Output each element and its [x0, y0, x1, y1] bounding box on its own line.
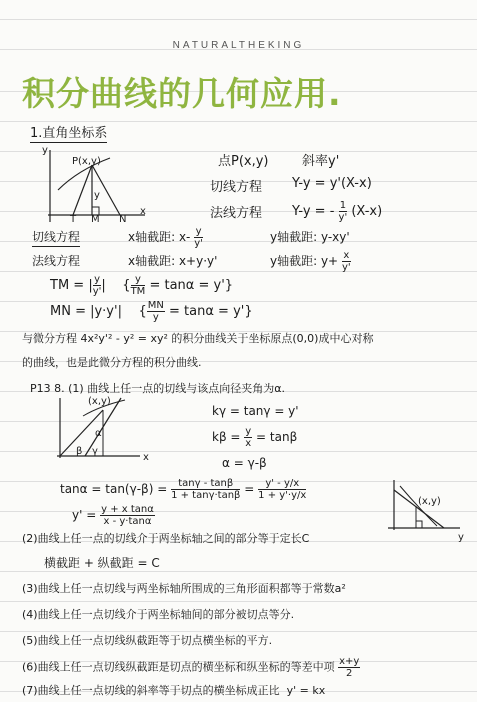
example-heading: P13 8. (1) 曲线上任一点的切线与该点向径夹角为α. — [30, 382, 285, 395]
graph-point-label: (x,y) — [88, 396, 111, 407]
item-6-den: 2 — [346, 668, 353, 679]
tm-brace-num: y — [131, 274, 146, 286]
normal-eq-num: 1 — [339, 200, 347, 211]
y-prime-den: x - y·tanα — [103, 516, 152, 527]
normal-eq-part-b: (X-x) — [351, 204, 383, 219]
normal-y-num: x — [343, 250, 350, 261]
tangent-intercepts-label: 切线方程 — [32, 228, 80, 247]
graph-x-label: x — [143, 452, 149, 463]
k-beta-tail: = tanβ — [252, 430, 298, 444]
tangent-x-num: y — [195, 226, 202, 237]
graph-alpha-label: α — [95, 428, 102, 439]
graph-gamma-label: γ — [92, 446, 98, 457]
tan-num1: tanγ - tanβ — [171, 478, 240, 490]
tm-line — [50, 274, 233, 297]
tm-brace-den: TM — [130, 286, 146, 297]
item-6 — [22, 656, 360, 679]
item-2: (2)曲线上任一点的切线介于两坐标轴之间的部分等于定长C — [22, 532, 310, 545]
brand-header: NATURALTHEKING — [172, 40, 305, 51]
tm-eq: TM = | — [50, 278, 93, 293]
point-text: 点P(x,y) — [218, 154, 269, 169]
item-5: (5)曲线上任一点切线纵截距等于切点横坐标的平方. — [22, 634, 273, 647]
slope-text: 斜率y' — [302, 154, 340, 169]
tan-alpha-text: tanα = tan(γ-β) = — [60, 482, 168, 496]
k-gamma: kγ = tanγ = y' — [212, 404, 299, 418]
tan-den1: 1 + tanγ·tanβ — [171, 490, 241, 501]
mn-brace-a: { — [138, 304, 147, 319]
tm-brace-b: = tanα = y'} — [149, 278, 234, 293]
item-7-eq: y' = kx — [286, 684, 326, 697]
y-prime-num: y + x tanα — [101, 504, 154, 515]
tm-den: y' — [92, 286, 102, 297]
normal-eq-part-a: Y-y = - — [292, 204, 335, 219]
mn-eq: MN = |y·y'| — [50, 304, 122, 319]
mn-brace-b: = tanα = y'} — [169, 304, 253, 319]
section-heading: 1.直角坐标系 — [30, 122, 107, 143]
point-label-T: T — [70, 214, 77, 225]
graph-beta-label: β — [76, 446, 83, 457]
diff-eq-line1: 与微分方程 4x²y'² - y² = xy² 的积分曲线关于坐标原点(0,0)成中心对称 — [22, 332, 374, 345]
k-beta-den: x — [245, 438, 252, 449]
tangent-eq: Y-y = y'(X-x) — [292, 176, 372, 191]
tangent-eq-label: 切线方程 — [210, 180, 263, 195]
tan-num2: y' - y/x — [258, 478, 306, 490]
tm-brace-a: { — [122, 278, 131, 293]
axis-label-y: y — [42, 145, 48, 156]
tangent-x-intercept — [128, 226, 203, 249]
normal-eq-den: y' — [338, 212, 348, 223]
item-7 — [22, 682, 325, 698]
tangent-x-den: y' — [194, 238, 203, 249]
normal-eq — [292, 200, 382, 223]
item-3: (3)曲线上任一点切线与两坐标轴所围成的三角形面积都等于常数a² — [22, 582, 346, 595]
tm-num: y — [94, 274, 100, 285]
normal-y-text: y轴截距: y+ — [270, 254, 339, 268]
tan-alpha-line — [60, 478, 306, 501]
k-beta — [212, 426, 297, 449]
tm-tail: | — [101, 278, 106, 293]
tan-den2: 1 + y'·y/x — [258, 490, 307, 501]
segment-label-y: y — [94, 190, 100, 201]
diff-eq-line2: 的曲线，也是此微分方程的积分曲线. — [22, 356, 202, 369]
item-7-text: (7)曲线上任一点切线的斜率等于切点的横坐标成正比 — [22, 684, 280, 697]
intercept-diagram — [382, 478, 462, 538]
normal-intercepts-label: 法线方程 — [32, 254, 81, 268]
point-label-N: N — [119, 214, 127, 225]
graph2-y-label: y — [458, 532, 464, 543]
normal-eq-fraction — [339, 200, 348, 223]
y-prime-line — [72, 504, 155, 527]
item-4: (4)曲线上任一点切线介于两坐标轴间的部分被切点等分. — [22, 608, 295, 621]
mn-brace-den: y — [152, 312, 159, 323]
point-label: P(x,y) — [72, 156, 101, 167]
point-label-M: M — [91, 214, 100, 225]
axis-label-x: x — [140, 206, 146, 217]
mn-line — [50, 300, 253, 323]
page-title: 积分曲线的几何应用. — [22, 74, 342, 113]
mn-brace-num: MN — [147, 300, 164, 311]
k-beta-text: kβ = — [212, 430, 245, 444]
tangent-x-text: x轴截距: x- — [128, 230, 191, 244]
alpha-eq: α = γ-β — [222, 456, 267, 470]
tangent-y-intercept: y轴截距: y-xy' — [270, 230, 350, 244]
graph2-point-label: (x,y) — [418, 496, 441, 507]
item-2-eq: 横截距 + 纵截距 = C — [44, 556, 160, 570]
item-6-num: x+y — [339, 656, 360, 667]
normal-x-intercept: x轴截距: x+y·y' — [128, 254, 218, 268]
normal-y-den: y' — [341, 262, 351, 273]
item-6-text: (6)曲线上任一点切线纵截距是切点的横坐标和纵坐标的等差中项 — [22, 660, 335, 674]
normal-eq-label: 法线方程 — [210, 206, 263, 221]
k-beta-num: y — [245, 426, 252, 437]
tan-eq-sign: = — [244, 482, 255, 496]
normal-y-intercept — [270, 250, 351, 273]
y-prime-text: y' = — [72, 508, 97, 522]
